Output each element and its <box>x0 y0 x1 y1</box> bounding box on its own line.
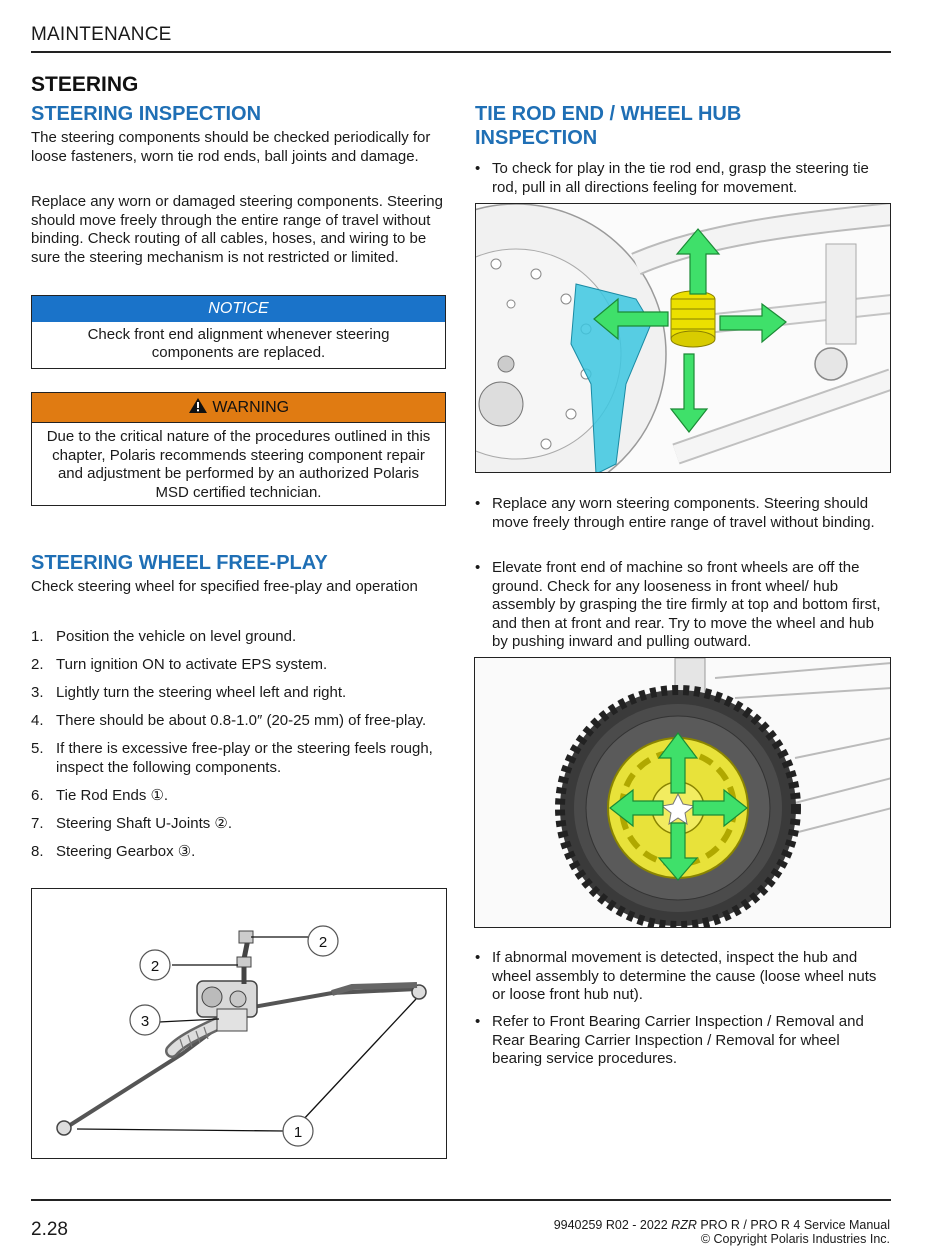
notice-label: NOTICE <box>32 296 445 322</box>
callout-shaft-ujoint-lower: 2 <box>150 958 160 975</box>
list-item: 4. There should be about 0.8-1.0″ (20-25 mm) of free-play. <box>31 712 427 729</box>
warning-header <box>32 393 445 423</box>
inspection-paragraph-1: The steering components should be checked periodically for loose fasteners, worn tie rod ends, ball joints and damage. <box>31 129 431 165</box>
inspection-paragraph-2: Replace any worn or damaged steering components. Steering should move freely through the entire range of travel without binding. Check routing of all cables, hoses, and wiring to be sure the steering mechanism is not restricted or limited. <box>31 193 443 266</box>
manual-title: 9940259 R02 - 2022 RZR PRO R / PRO R 4 Service Manual <box>553 1218 890 1232</box>
list-item: 6. Tie Rod Ends ①. <box>31 786 169 804</box>
page-title: STEERING <box>31 73 139 96</box>
callout-tie-rod-ends: 1 <box>293 1124 303 1141</box>
list-item: 1. Position the vehicle on level ground. <box>31 628 297 645</box>
tie-rod-figure <box>475 203 891 473</box>
warning-box <box>31 392 446 506</box>
steering-assembly-illustration <box>32 889 447 1159</box>
bullet-elevate-front: • Elevate front end of machine so front wheels are off the ground. Check for any looseness in front wheel/ hub assembly by grasping the tire firmly at top and bottom first, and then at front and rear. Try to move the wheel and hub by pushing inward and pulling outward. <box>475 559 881 650</box>
warning-triangle-icon <box>188 397 208 414</box>
bullet-tie-rod-check: • To check for play in the tie rod end, grasp the steering tie rod, pull in all directions feeling for movement. <box>475 160 869 196</box>
warning-label: WARNING <box>212 399 290 416</box>
list-item: 7. Steering Shaft U-Joints ②. <box>31 814 233 832</box>
list-item: 2. Turn ignition ON to activate EPS system. <box>31 656 328 673</box>
page-number: 2.28 <box>31 1219 68 1240</box>
bullet-replace-worn: • Replace any worn steering components. Steering should move freely through entire range of travel without binding. <box>475 495 875 531</box>
tie-rod-heading-line2: INSPECTION <box>475 127 598 149</box>
bullet-refer-bearing: • Refer to Front Bearing Carrier Inspection / Removal and Rear Bearing Carrier Inspection / Removal for wheel bearing service procedures. <box>475 1013 864 1067</box>
callout-gearbox: 3 <box>140 1013 150 1030</box>
list-item: 3. Lightly turn the steering wheel left and right. <box>31 684 347 701</box>
wheel-hub-illustration <box>475 658 891 928</box>
wheel-hub-figure <box>474 657 891 928</box>
list-item: 8. Steering Gearbox ③. <box>31 842 196 860</box>
callout-shaft-ujoint-upper: 2 <box>318 934 328 951</box>
free-play-steps <box>31 628 441 871</box>
notice-box <box>31 295 446 369</box>
header-rule <box>31 51 891 53</box>
free-play-intro: Check steering wheel for specified free-play and operation <box>31 578 418 595</box>
steering-components-figure <box>31 888 447 1159</box>
section-header: MAINTENANCE <box>31 24 172 45</box>
warning-text: Due to the critical nature of the procedures outlined in this chapter, Polaris recommends steering component repair and adjustment be performed by an authorized Polaris MSD certified technician. <box>46 428 431 501</box>
tie-rod-illustration <box>476 204 891 473</box>
list-item: 5. If there is excessive free-play or the steering feels rough, inspect the following components. <box>31 740 433 776</box>
bullet-abnormal-movement: • If abnormal movement is detected, inspect the hub and wheel assembly to determine the cause (loose wheel nuts or loose front hub nut). <box>475 949 877 1003</box>
steering-inspection-heading: STEERING INSPECTION <box>31 103 262 125</box>
footer-rule <box>31 1199 891 1201</box>
tie-rod-heading-line1: TIE ROD END / WHEEL HUB <box>475 103 742 125</box>
copyright-text: © Copyright Polaris Industries Inc. <box>700 1232 890 1246</box>
free-play-heading: STEERING WHEEL FREE-PLAY <box>31 552 328 574</box>
footer-manual-info <box>554 1218 890 1246</box>
notice-text: Check front end alignment whenever steering components are replaced. <box>87 326 390 361</box>
